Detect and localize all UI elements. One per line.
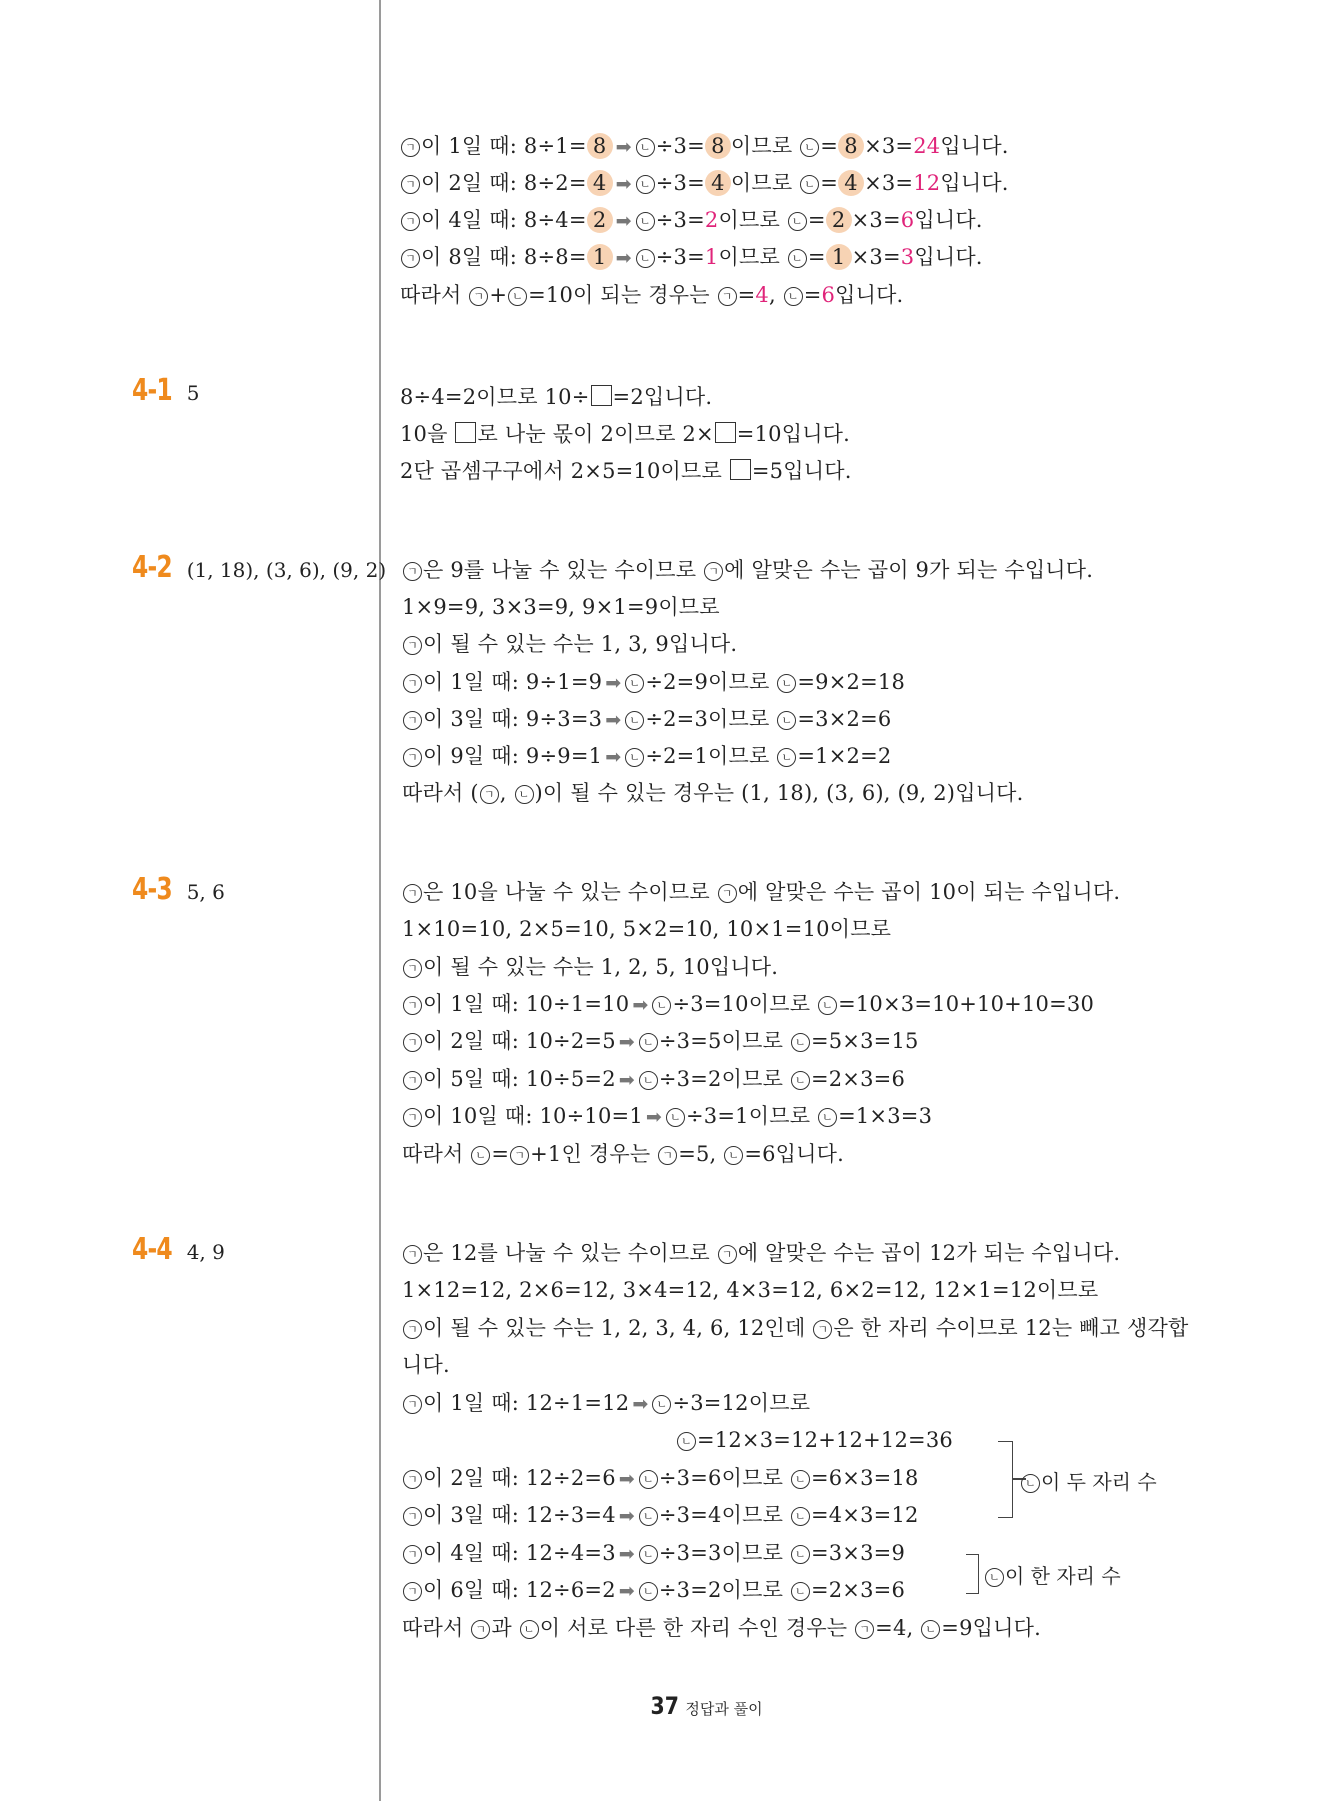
s2-line-7: 따라서 ( ㄱ , ㄴ )이 될 수 있는 경우는 (1, 18), (3, 6), (9, 2)입니다. <box>402 781 1024 805</box>
arrow-icon: ➡ <box>618 1543 635 1565</box>
arrow-icon: ➡ <box>605 709 622 731</box>
arrow-icon: ➡ <box>618 1468 635 1490</box>
arrow-icon: ➡ <box>615 210 632 232</box>
arrow-icon: ➡ <box>618 1031 635 1053</box>
arrow-icon: ➡ <box>615 136 632 158</box>
column-divider <box>379 0 381 1801</box>
s4-line-4: 니다. <box>402 1353 450 1377</box>
s1-line-1: 8÷4=2이므로 10÷ =2입니다. <box>400 385 713 409</box>
s1-line-2: 10을 로 나눈 몫이 2이므로 2× =10입니다. <box>400 422 851 446</box>
s4-line-11: 따라서 ㄱ 과 ㄴ 이 서로 다른 한 자리 수인 경우는 ㄱ =4, ㄴ =9입니다. <box>402 1616 1041 1640</box>
section-answer: 4, 9 <box>186 1240 225 1264</box>
s4-line-1: ㄱ 은 12를 나눌 수 있는 수이므로 ㄱ 에 알맞은 수는 곱이 12가 되는 수입니다. <box>402 1240 1120 1266</box>
arrow-icon: ➡ <box>618 1069 635 1091</box>
blank-box <box>715 422 736 443</box>
s4-line-2: 1×12=12, 2×6=12, 3×4=12, 4×3=12, 6×2=12, 12×1=12이므로 <box>402 1278 1099 1302</box>
top-line-2: ㄱ 이 2일 때: 8÷2= 4 ➡ ㄴ ÷3= 4 이므로 ㄴ = 4 ×3=12입니다. <box>400 170 1009 197</box>
s3-line-1: ㄱ 은 10을 나눌 수 있는 수이므로 ㄱ 에 알맞은 수는 곱이 10이 되는 수입니다. <box>402 879 1120 905</box>
s2-line-4: ㄱ 이 1일 때: 9÷1=9 ➡ ㄴ ÷2=9이므로 ㄴ =9×2=18 <box>402 669 905 696</box>
s4-line-7: ㄱ 이 2일 때: 12÷2=6 ➡ ㄴ ÷3=6이므로 ㄴ =6×3=18 <box>402 1465 919 1492</box>
section-answer: 5, 6 <box>186 880 225 904</box>
bracket-two-digit <box>998 1441 1013 1518</box>
bracket-one-digit <box>966 1554 979 1594</box>
top-line-4: ㄱ 이 8일 때: 8÷8= 1 ➡ ㄴ ÷3=1이므로 ㄴ = 1 ×3=3입니다. <box>400 244 983 271</box>
arrow-icon: ➡ <box>605 672 622 694</box>
arrow-icon: ➡ <box>605 746 622 768</box>
s2-line-6: ㄱ 이 9일 때: 9÷9=1 ➡ ㄴ ÷2=1이므로 ㄴ =1×2=2 <box>402 743 891 770</box>
page-footer-label: 정답과 풀이 <box>685 1700 763 1718</box>
arrow-icon: ➡ <box>615 247 632 269</box>
s4-line-9: ㄱ 이 4일 때: 12÷4=3 ➡ ㄴ ÷3=3이므로 ㄴ =3×3=9 <box>402 1540 905 1567</box>
circled-a: ㄱ <box>401 138 420 157</box>
page-number: 37 <box>650 1692 679 1720</box>
s3-line-2: 1×10=10, 2×5=10, 5×2=10, 10×1=10이므로 <box>402 917 892 941</box>
s2-line-3: ㄱ 이 될 수 있는 수는 1, 3, 9입니다. <box>402 631 737 657</box>
s3-line-8: 따라서 ㄴ = ㄱ +1인 경우는 ㄱ =5, ㄴ =6입니다. <box>402 1142 845 1166</box>
blank-box <box>455 422 476 443</box>
s3-line-6: ㄱ 이 5일 때: 10÷5=2 ➡ ㄴ ÷3=2이므로 ㄴ =2×3=6 <box>402 1066 905 1093</box>
arrow-icon: ➡ <box>632 1393 649 1415</box>
note-two-digit: ㄴ 이 두 자리 수 <box>1020 1466 1157 1495</box>
top-line-1: ㄱ 이 1일 때: 8÷1= 8 ➡ ㄴ ÷3= 8 이므로 ㄴ = 8 ×3=24입니다. <box>400 133 1009 160</box>
arrow-icon: ➡ <box>618 1580 635 1602</box>
s3-line-4: ㄱ 이 1일 때: 10÷1=10 ➡ ㄴ ÷3=10이므로 ㄴ =10×3=10+10+10=30 <box>402 991 1094 1018</box>
s3-line-7: ㄱ 이 10일 때: 10÷10=1 ➡ ㄴ ÷3=1이므로 ㄴ =1×3=3 <box>402 1103 932 1130</box>
section-header-4-1: 4-1 5 <box>132 373 200 408</box>
s2-line-2: 1×9=9, 3×3=9, 9×1=9이므로 <box>402 595 720 619</box>
s1-line-3: 2단 곱셈구구에서 2×5=10이므로 =5입니다. <box>400 459 852 483</box>
s4-line-5: ㄱ 이 1일 때: 12÷1=12 ➡ ㄴ ÷3=12이므로 <box>402 1390 810 1417</box>
page-footer <box>648 1692 763 1720</box>
blank-box <box>591 385 612 406</box>
arrow-icon: ➡ <box>618 1505 635 1527</box>
s2-line-1: ㄱ 은 9를 나눌 수 있는 수이므로 ㄱ 에 알맞은 수는 곱이 9가 되는 수입니다. <box>402 557 1093 583</box>
blank-box <box>730 459 751 480</box>
s4-line-10: ㄱ 이 6일 때: 12÷6=2 ➡ ㄴ ÷3=2이므로 ㄴ =2×3=6 <box>402 1577 905 1604</box>
s2-line-5: ㄱ 이 3일 때: 9÷3=3 ➡ ㄴ ÷2=3이므로 ㄴ =3×2=6 <box>402 706 891 733</box>
s3-line-5: ㄱ 이 2일 때: 10÷2=5 ➡ ㄴ ÷3=5이므로 ㄴ =5×3=15 <box>402 1028 919 1055</box>
top-line-5: 따라서 ㄱ + ㄴ =10이 되는 경우는 ㄱ =4, ㄴ =6입니다. <box>400 283 904 307</box>
s3-line-3: ㄱ 이 될 수 있는 수는 1, 2, 5, 10입니다. <box>402 954 778 980</box>
section-header-4-4: 4-4 4, 9 <box>132 1232 225 1267</box>
top-line-3: ㄱ 이 4일 때: 8÷4= 2 ➡ ㄴ ÷3=2이므로 ㄴ = 2 ×3=6입니다. <box>400 207 983 234</box>
arrow-icon: ➡ <box>632 994 649 1016</box>
s4-line-3: ㄱ 이 될 수 있는 수는 1, 2, 3, 4, 6, 12인데 ㄱ 은 한 자리 수이므로 12는 빼고 생각합 <box>402 1315 1189 1341</box>
section-header-4-2: 4-2 (1, 18), (3, 6), (9, 2) <box>132 550 387 585</box>
s4-line-6: ㄴ =12×3=12+12+12=36 <box>676 1427 953 1453</box>
section-answer: (1, 18), (3, 6), (9, 2) <box>186 558 387 582</box>
arrow-icon: ➡ <box>645 1106 663 1128</box>
section-header-4-3: 4-3 5, 6 <box>132 872 225 907</box>
note-one-digit: ㄴ 이 한 자리 수 <box>984 1560 1121 1589</box>
s4-line-8: ㄱ 이 3일 때: 12÷3=4 ➡ ㄴ ÷3=4이므로 ㄴ =4×3=12 <box>402 1502 919 1529</box>
arrow-icon: ➡ <box>615 173 632 195</box>
section-answer: 5 <box>186 381 200 405</box>
